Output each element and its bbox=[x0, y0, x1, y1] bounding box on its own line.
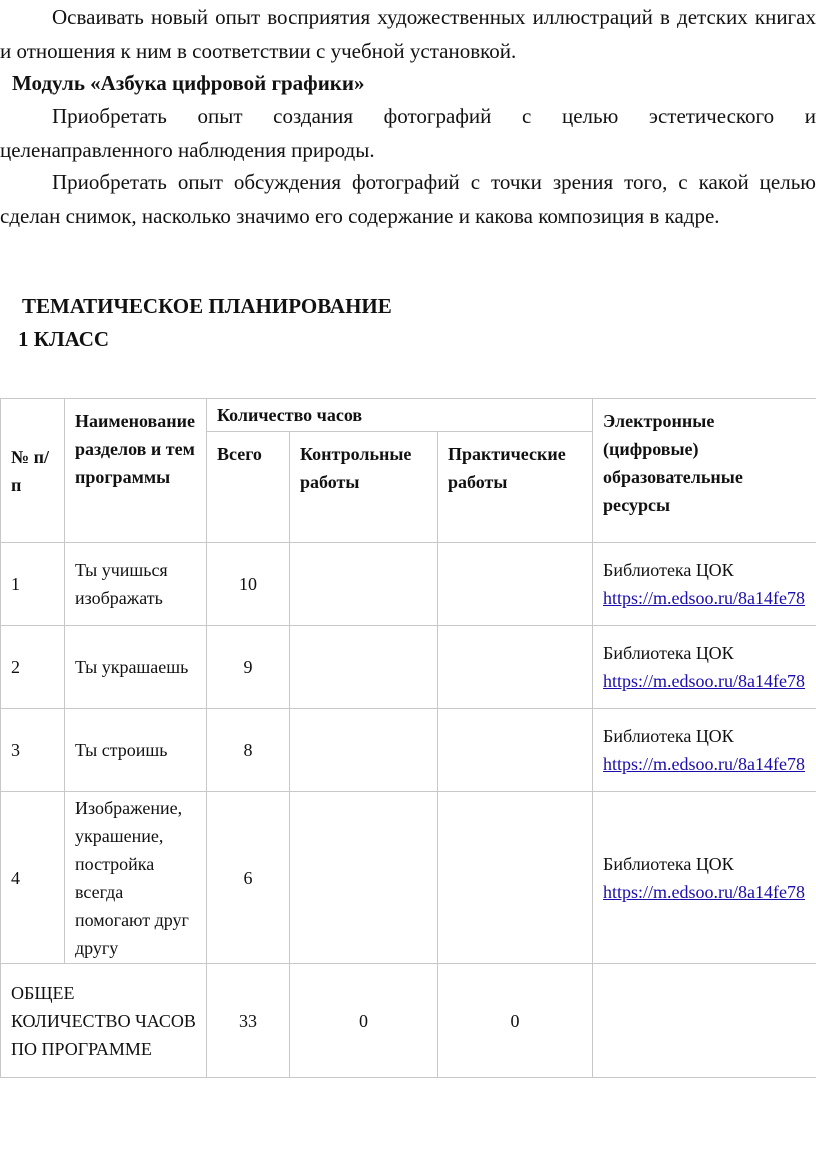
row-number: 2 bbox=[1, 626, 65, 709]
row-number: 4 bbox=[1, 792, 65, 964]
intro-paragraph-1: Осваивать новый опыт восприятия художественных иллюстраций в детских книгах и отношения к ним в соответствии с учебной установкой. bbox=[0, 5, 816, 63]
row-practical bbox=[438, 626, 593, 709]
resource-name: Библиотека ЦОК bbox=[603, 853, 734, 874]
row-total: 6 bbox=[207, 792, 290, 964]
module-title: Модуль «Азбука цифровой графики» bbox=[12, 71, 365, 95]
total-practical: 0 bbox=[438, 964, 593, 1078]
table-total-row bbox=[1, 964, 816, 1078]
row-practical bbox=[438, 792, 593, 964]
table-row bbox=[1, 626, 816, 709]
resource-name: Библиотека ЦОК bbox=[603, 726, 734, 746]
header-name: Наименование разделов и тем программы bbox=[65, 399, 207, 543]
header-total: Всего bbox=[207, 432, 290, 543]
resource-link[interactable]: https://m.edsoo.ru/8a14fe78 bbox=[603, 671, 805, 691]
row-name: Ты украшаешь bbox=[65, 626, 207, 709]
header-number: № п/п bbox=[1, 399, 65, 543]
table-row bbox=[1, 792, 816, 964]
resource-link[interactable]: https://m.edsoo.ru/8a14fe78 bbox=[603, 881, 805, 902]
row-name: Ты строишь bbox=[65, 709, 207, 792]
thematic-plan-table bbox=[0, 398, 816, 1078]
section-title: ТЕМАТИЧЕСКОЕ ПЛАНИРОВАНИЕ bbox=[22, 294, 392, 318]
header-control: Контрольные работы bbox=[290, 432, 438, 543]
intro-paragraph-2: Приобретать опыт создания фотографий с целью эстетического и целенаправленного наблюдения природы. bbox=[0, 104, 816, 162]
row-resource bbox=[593, 626, 816, 709]
table-row bbox=[1, 543, 816, 626]
table-row bbox=[1, 709, 816, 792]
header-resources: Электронные (цифровые) образовательные ресурсы bbox=[593, 399, 816, 543]
total-control: 0 bbox=[290, 964, 438, 1078]
row-number: 3 bbox=[1, 709, 65, 792]
row-name: Изображение, украшение, постройка всегда помогают друг другу bbox=[65, 792, 207, 964]
row-total: 8 bbox=[207, 709, 290, 792]
resource-link[interactable]: https://m.edsoo.ru/8a14fe78 bbox=[603, 754, 805, 774]
row-practical bbox=[438, 543, 593, 626]
row-resource bbox=[593, 543, 816, 626]
row-resource bbox=[593, 709, 816, 792]
resource-name: Библиотека ЦОК bbox=[603, 560, 734, 580]
row-control bbox=[290, 792, 438, 964]
resource-link[interactable]: https://m.edsoo.ru/8a14fe78 bbox=[603, 588, 805, 608]
header-hours: Количество часов bbox=[207, 399, 593, 432]
total-resources bbox=[593, 964, 816, 1078]
header-practical: Практические работы bbox=[438, 432, 593, 543]
total-hours: 33 bbox=[207, 964, 290, 1078]
row-control bbox=[290, 709, 438, 792]
row-control bbox=[290, 543, 438, 626]
row-control bbox=[290, 626, 438, 709]
total-label: ОБЩЕЕ КОЛИЧЕСТВО ЧАСОВ ПО ПРОГРАММЕ bbox=[1, 964, 207, 1078]
row-total: 10 bbox=[207, 543, 290, 626]
table-header-row bbox=[1, 399, 816, 432]
section-subtitle: 1 КЛАСС bbox=[18, 327, 110, 351]
intro-paragraph-3: Приобретать опыт обсуждения фотографий с точки зрения того, с какой целью сделан снимок, насколько значимо его содержание и какова композиция в кадре. bbox=[0, 170, 816, 228]
resource-name: Библиотека ЦОК bbox=[603, 643, 734, 663]
row-resource bbox=[593, 792, 816, 964]
row-total: 9 bbox=[207, 626, 290, 709]
row-name: Ты учишься изображать bbox=[65, 543, 207, 626]
row-practical bbox=[438, 709, 593, 792]
row-number: 1 bbox=[1, 543, 65, 626]
